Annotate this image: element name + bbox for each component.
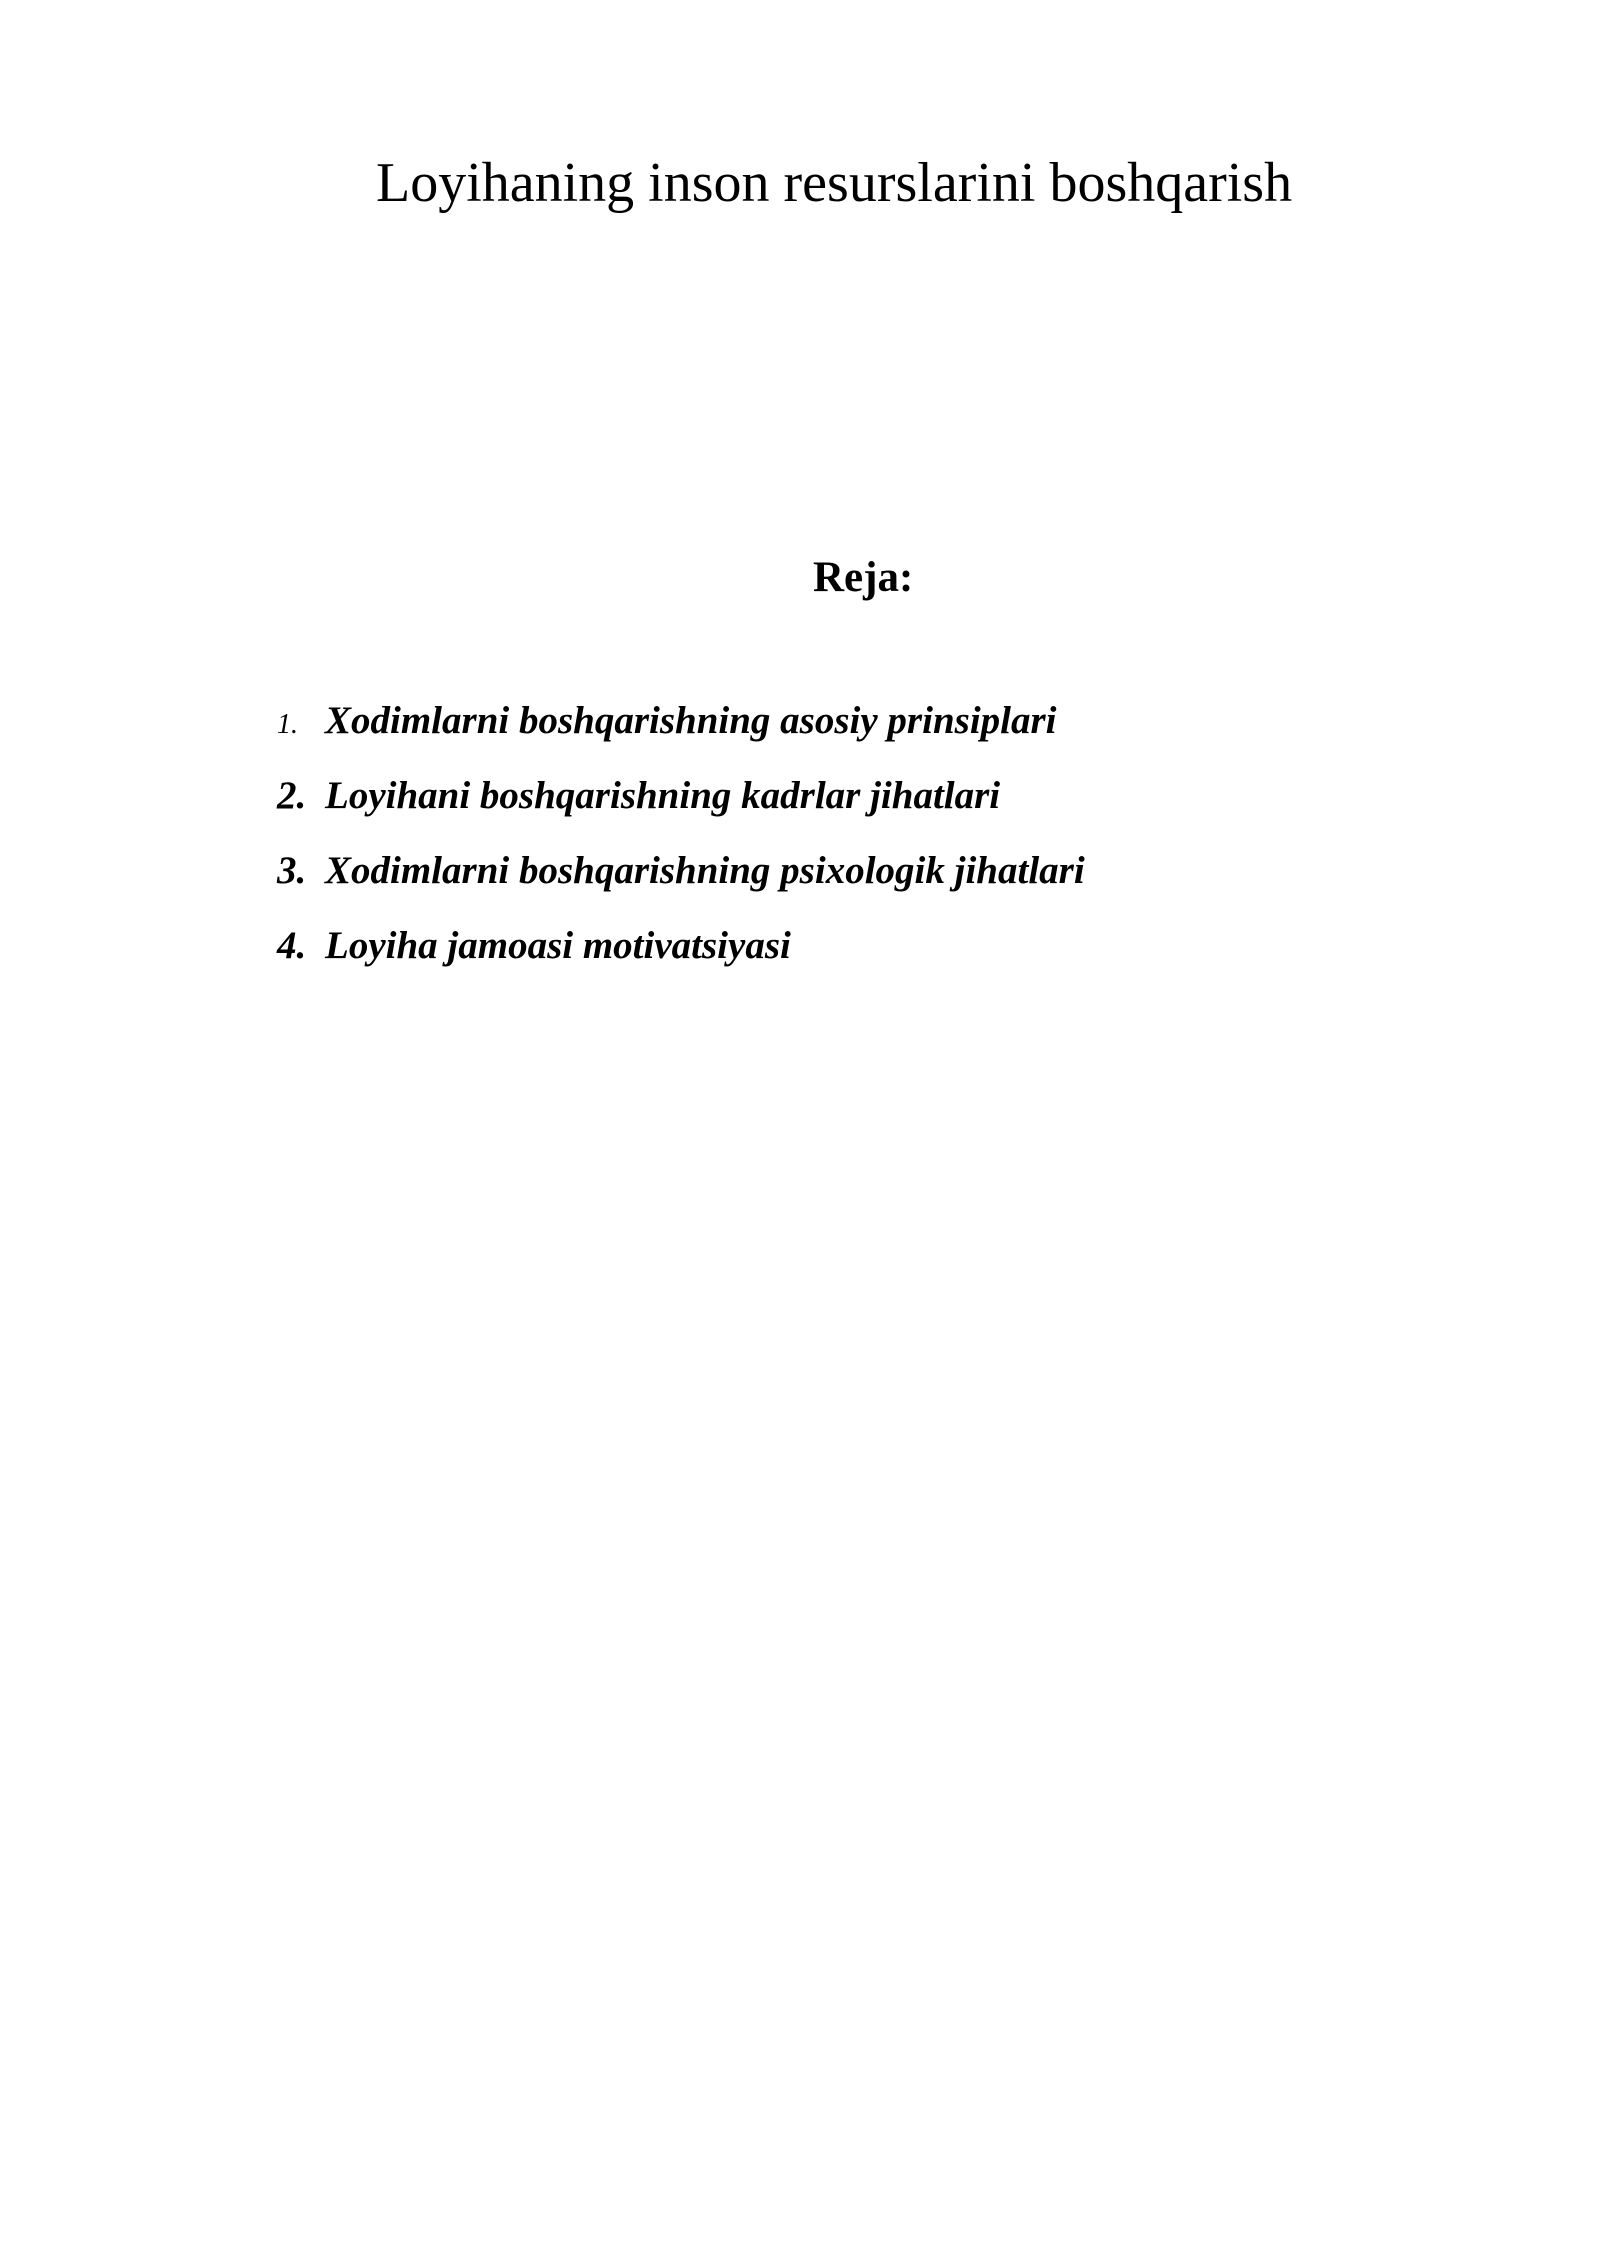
- plan-item-number: 2.: [277, 774, 307, 817]
- plan-item-number: 4.: [277, 924, 307, 967]
- plan-item-text: Xodimlarni boshqarishning asosiy prinsiplari: [325, 699, 1057, 742]
- plan-item: [277, 770, 1085, 845]
- document-title: Loyihaning inson resurslarini boshqarish: [376, 152, 1293, 214]
- plan-item-number: 3.: [277, 849, 307, 892]
- plan-item-text: Loyiha jamoasi motivatsiyasi: [325, 924, 791, 967]
- plan-list: [277, 695, 1085, 995]
- plan-item: [277, 695, 1085, 770]
- plan-item-text: Loyihani boshqarishning kadrlar jihatlari: [325, 774, 1001, 817]
- plan-heading: Reja:: [813, 554, 914, 601]
- plan-item: [277, 845, 1085, 920]
- plan-item: [277, 920, 1085, 995]
- plan-item-number: 1.: [277, 709, 298, 740]
- plan-item-text: Xodimlarni boshqarishning psixologik jihatlari: [325, 849, 1085, 892]
